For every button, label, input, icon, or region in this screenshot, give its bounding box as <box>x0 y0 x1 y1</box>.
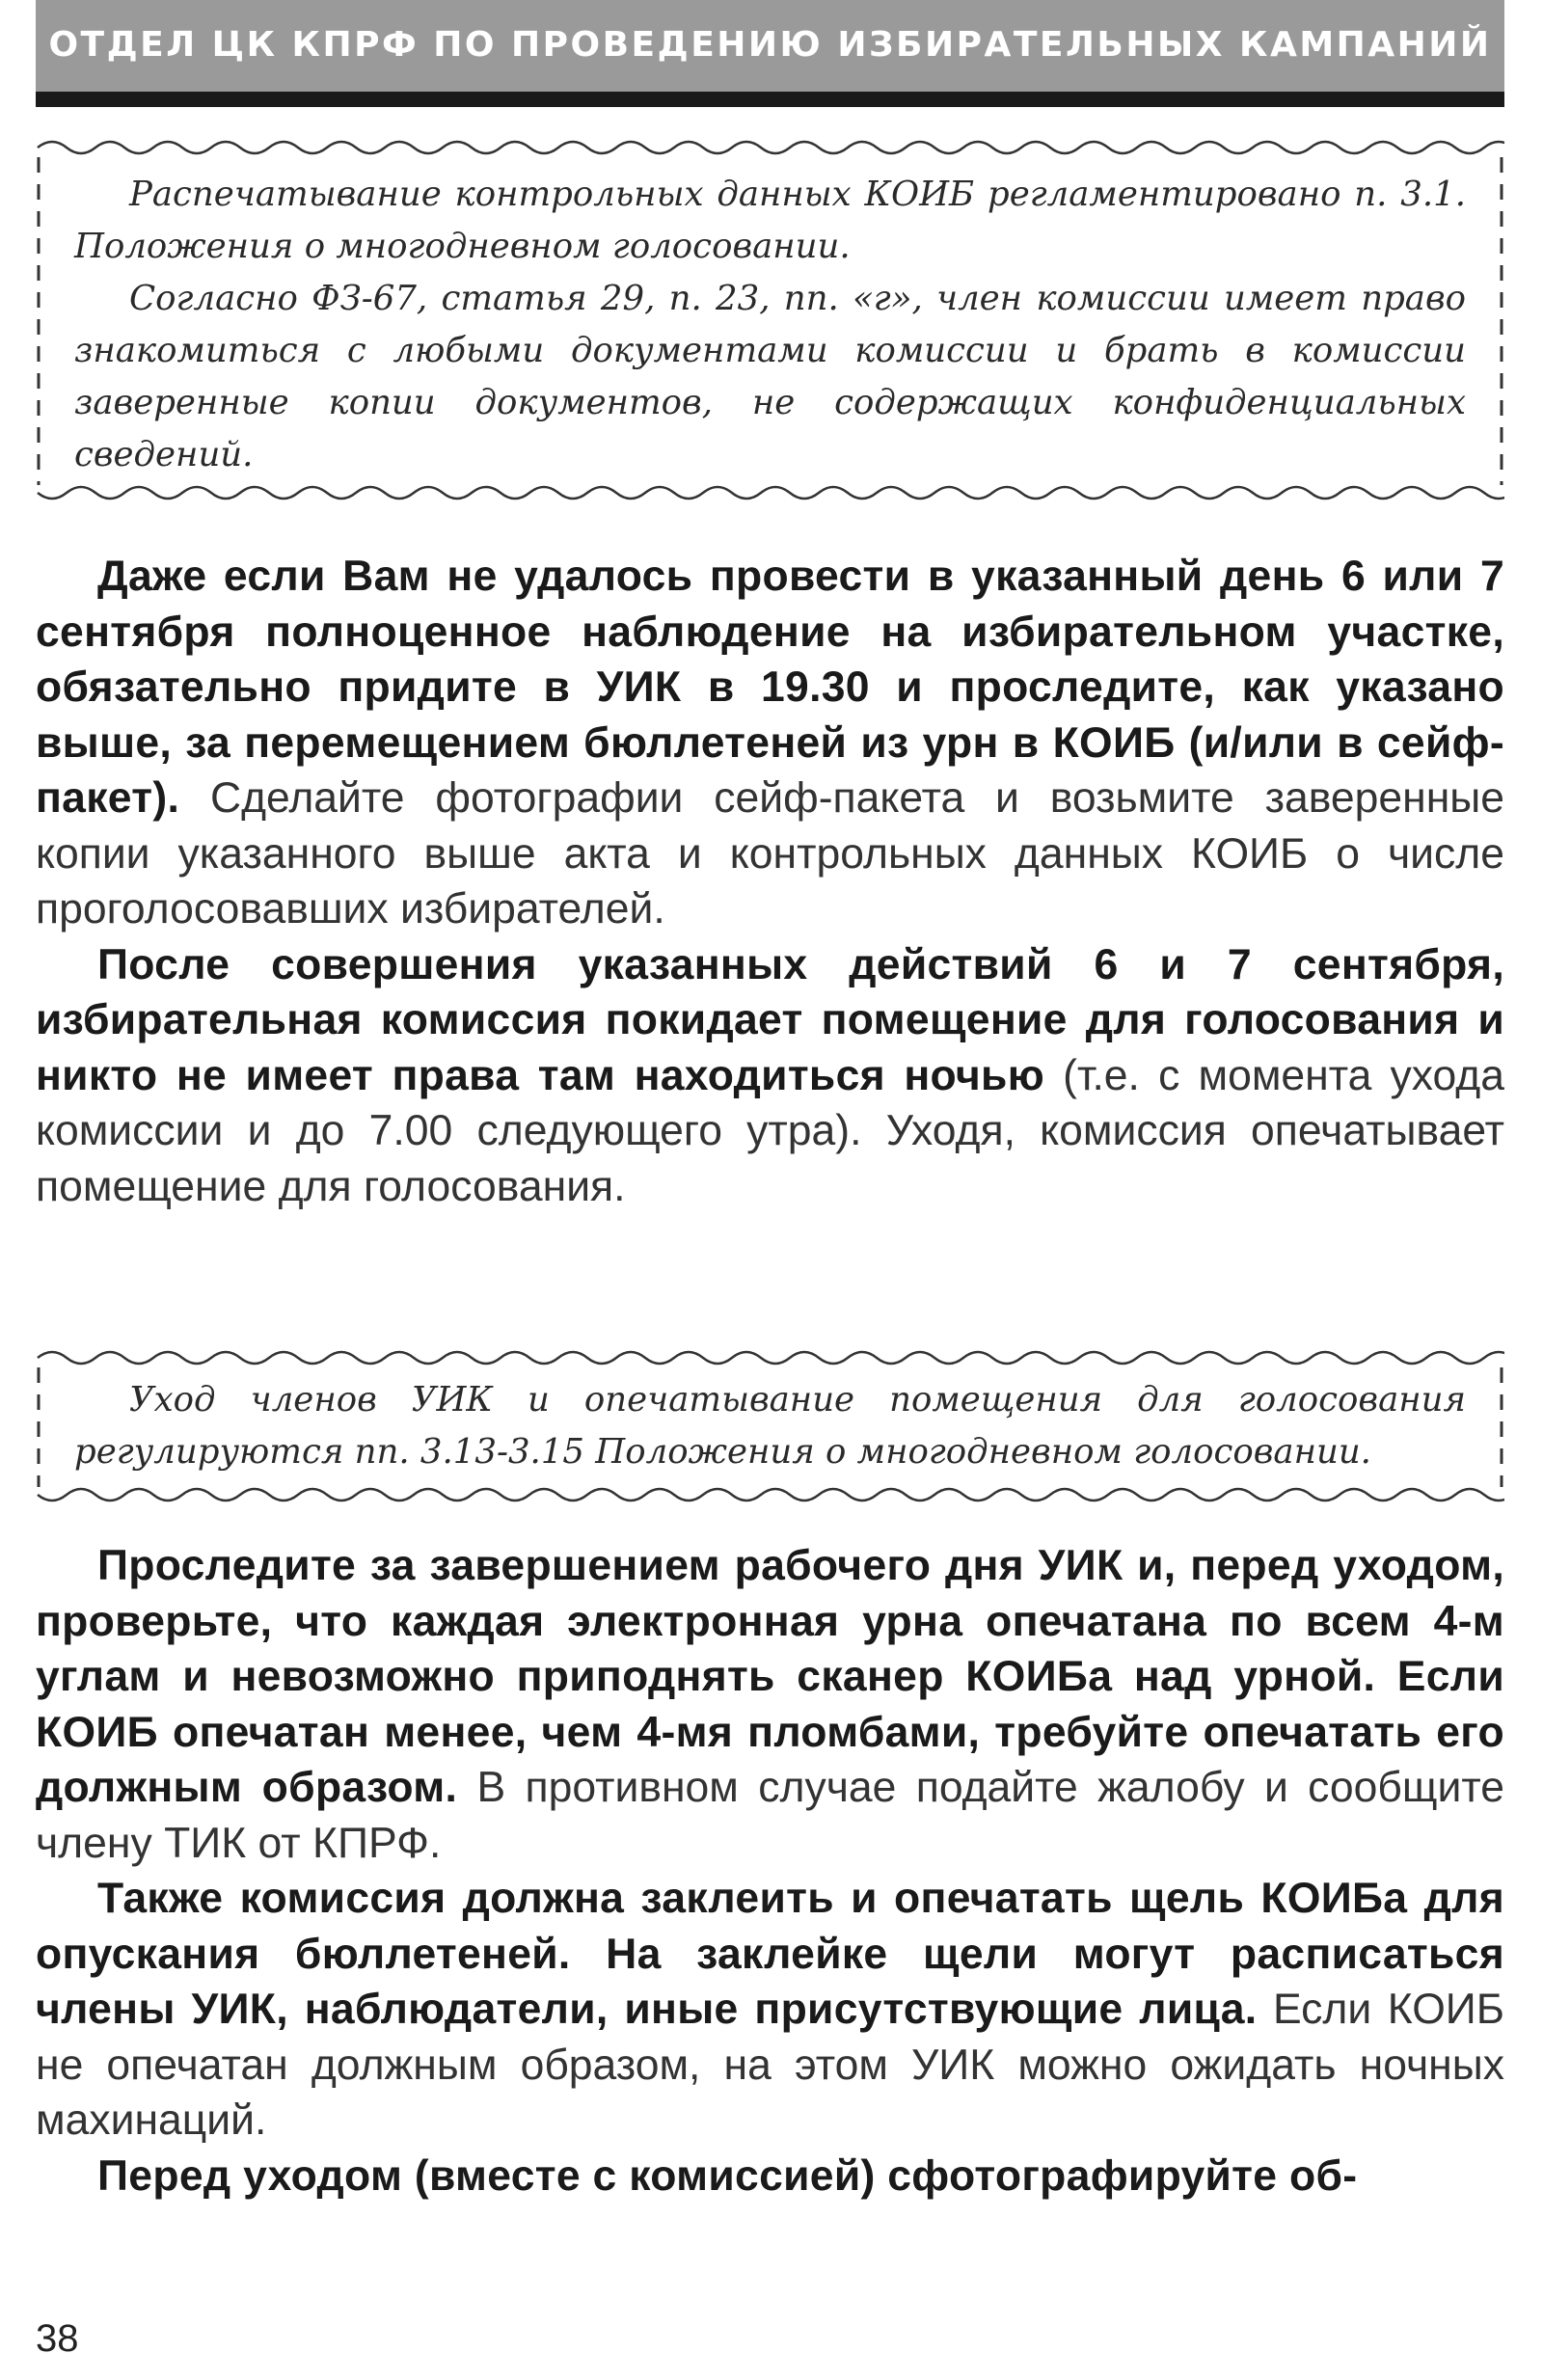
bold-text: После совершения указанных действий 6 и 7 сентября, избирательная комиссия покидает помещение для голосования и никто не имеет права там находиться ночью <box>36 940 1504 1099</box>
note-paragraph: Согласно ФЗ-67, статья 29, п. 23, пп. «г», член комиссии имеет право знакомиться с любыми документами комиссии и брать в комиссии заверенные копии документов, не содержащих конфиденциальных сведений. <box>74 279 1466 474</box>
body-paragraph <box>36 1538 1504 1871</box>
regular-text: Если КОИБ не опечатан должным образом, на этом УИК можно ожидать ночных махинаций. <box>36 1986 1504 2144</box>
bold-text: Перед уходом (вместе с комиссией) сфотографируйте об- <box>97 2151 1358 2200</box>
note-text <box>74 1374 1466 1478</box>
note-paragraph: Распечатывание контрольных данных КОИБ регламентировано п. 3.1. Положения о многодневном голосовании. <box>74 175 1466 266</box>
bold-text: Даже если Вам не удалось провести в указанный день 6 или 7 сентября полноценное наблюдение на избирательном участке, обязательно придите в УИК в 19.30 и проследите, как указано выше, за перемещением бюллетеней из урн в КОИБ (и/или в сейф-пакет). <box>36 553 1504 822</box>
note-box-reference-1 <box>36 128 1504 514</box>
document-page <box>36 0 1504 2380</box>
body-paragraph <box>36 1871 1504 2149</box>
header-title: ОТДЕЛ ЦК КПРФ ПО ПРОВЕДЕНИЮ ИЗБИРАТЕЛЬНЫХ КАМПАНИЙ <box>48 25 1492 65</box>
header-rule <box>36 92 1504 107</box>
body-paragraph <box>36 549 1504 937</box>
note-paragraph: Уход членов УИК и опечатывание помещения для голосования регулируются пп. 3.13-3.15 Положения о многодневном голосовании. <box>74 1380 1466 1472</box>
page-number: 38 <box>36 2317 79 2360</box>
note-box-reference-2 <box>36 1340 1504 1514</box>
bold-text: Проследите за завершением рабочего дня УИК и, перед уходом, проверьте, что каждая электронная урна опечатана по всем 4-м углам и невозможно приподнять сканер КОИБа над урной. Если КОИБ опечатан менее, чем 4-мя пломбами, требуйте опечатать его должным образом. <box>36 1542 1504 1811</box>
body-paragraph <box>36 2149 1504 2204</box>
regular-text: (т.е. с момента ухода комиссии и до 7.00 следующего утра). Уходя, комиссия опечатывает помещение для голосования. <box>36 1051 1505 1210</box>
regular-text: Сделайте фотографии сейф-пакета и возьмите заверенные копии указанного выше акта и контрольных данных КОИБ о числе проголосовавших избирателей. <box>36 774 1504 933</box>
main-text-section-2 <box>36 1538 1504 2204</box>
body-paragraph <box>36 937 1504 1215</box>
main-text-section-1 <box>36 549 1504 1214</box>
bold-text: Также комиссия должна заклеить и опечатать щель КОИБа для опускания бюллетеней. На заклейке щели могут расписаться члены УИК, наблюдатели, иные присутствующие лица. <box>36 1875 1504 2033</box>
regular-text: В противном случае подайте жалобу и сообщите члену ТИК от КПРФ. <box>36 1764 1505 1867</box>
note-text <box>74 169 1466 481</box>
page-header <box>36 0 1504 92</box>
